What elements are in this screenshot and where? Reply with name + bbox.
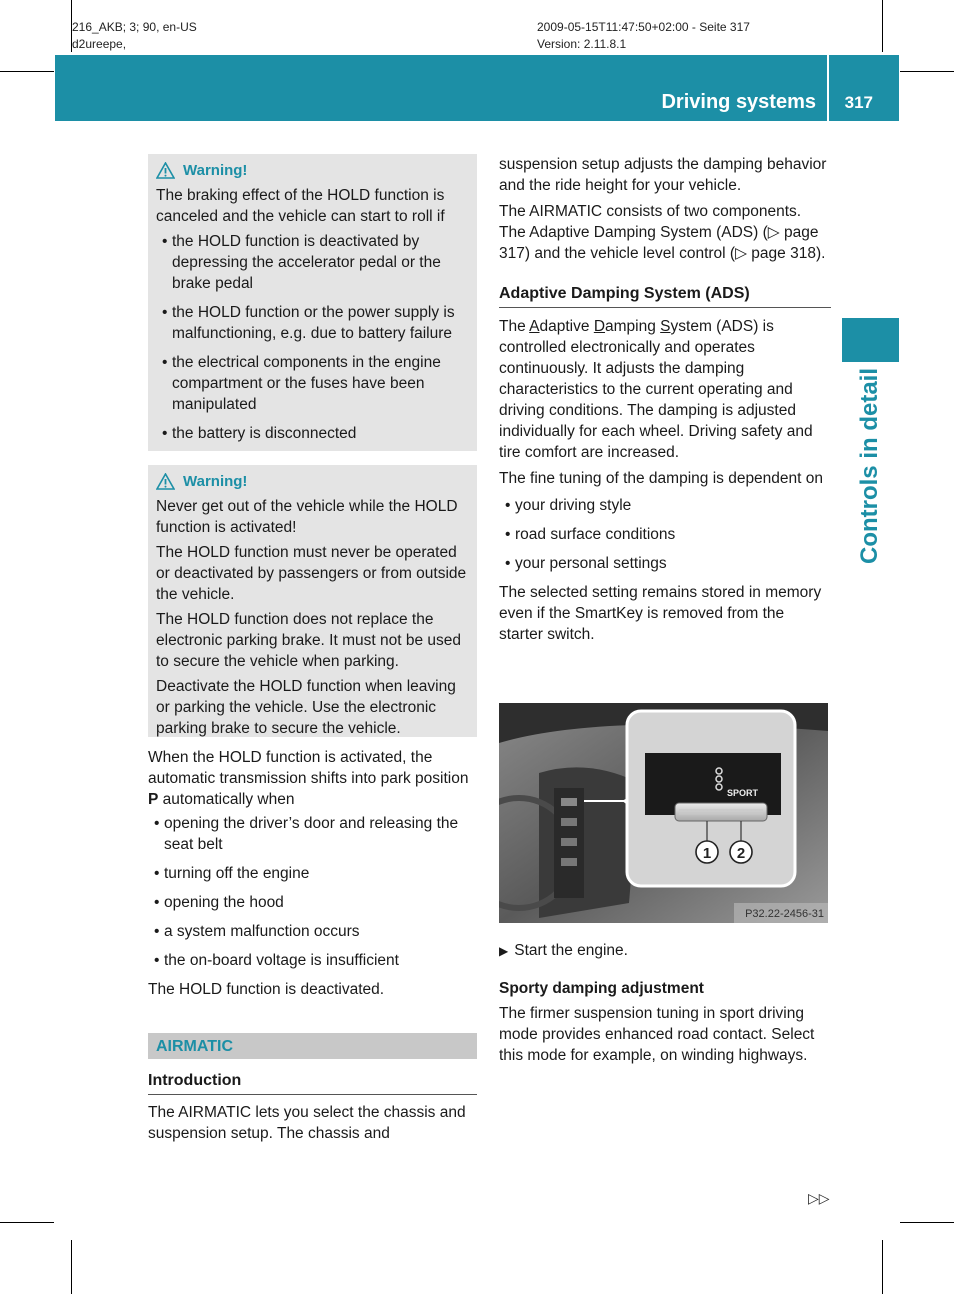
paragraph: The selected setting remains stored in memory even if the SmartKey is removed from the starter switch. [499,584,822,643]
crop-mark [0,71,54,72]
right-column-lower [499,940,831,1071]
list-item: • a system malfunction occurs [148,921,477,942]
meta-line: d2ureepe, [72,37,127,51]
warning-box-2 [148,465,477,737]
instruction-step [499,940,831,962]
section-heading-airmatic: AIRMATIC [148,1033,477,1059]
acronym-letter: A [529,318,540,335]
meta-line: 2009-05-15T11:47:50+02:00 - Seite 317 [537,20,750,34]
chapter-tab-label: Controls in detail [856,367,883,565]
park-intro [148,747,477,810]
park-position-letter: P [148,791,159,808]
warning-title: Warning! [183,161,248,179]
warning-text: The braking effect of the HOLD function is canceled and the vehicle can start to roll if [156,187,445,225]
acronym-letter: S [660,318,671,335]
text-run: The [499,318,530,335]
crop-mark [900,1222,954,1223]
list-item: • the battery is disconnected [156,423,469,444]
list-item: • turning off the engine [148,863,477,884]
damping-factor-list [499,495,831,574]
paragraph: The fine tuning of the damping is dependent on [499,470,824,487]
dashboard-photo [499,703,828,923]
figure-code: P32.22-2456-31 [745,908,824,920]
warning-triangle-icon [156,473,175,490]
crop-mark [882,0,883,52]
warning-bullet-list [156,231,469,444]
page-number: 317 [844,93,873,112]
park-condition-list [148,813,477,971]
callout-2: 2 [736,845,746,862]
chapter-tab [842,318,899,362]
list-item: • your personal settings [499,553,831,574]
text-run: amping [605,318,661,335]
subheading-ads: Adaptive Damping System (ADS) [499,283,831,308]
crop-mark [882,1240,883,1294]
print-meta-left [72,19,197,53]
list-item: • the HOLD function or the power supply is malfunctioning, e.g. due to battery failure [156,302,469,344]
continue-mark-icon: ▷▷ [808,1190,830,1206]
ads-description [499,316,831,463]
warning-heading [156,469,469,493]
intro-paragraph: The AIRMATIC lets you select the chassis and suspension setup. The chassis and [148,1104,466,1142]
step-arrow-icon: ▶ [499,944,509,958]
warning-text: Deactivate the HOLD function when leaving or parking the vehicle. Use the electronic parking brake to secure the vehicle. [156,678,456,737]
section-title: Driving systems [661,91,816,113]
warning-text: The HOLD function does not replace the electronic parking brake. It must not be used to secure the vehicle when parking. [156,611,461,670]
warning-triangle-icon [156,162,175,179]
warning-text: The HOLD function must never be operated or deactivated by passengers or from outside the vehicle. [156,544,467,603]
text-run: ystem (ADS) is controlled electronically and operates continuously. It adjusts the damping characteristics to the current operating and driving conditions. The damping is adjusted individually for each wheel. Driving safety and tire comfort are increased. [499,318,813,461]
list-item: • the HOLD function is deactivated by depressing the accelerator pedal or the brake pedal [156,231,469,294]
list-item: • opening the driver’s door and releasing the seat belt [148,813,477,855]
right-column [499,154,831,650]
acronym-letter: D [593,318,606,335]
subheading-introduction: Introduction [148,1070,477,1095]
banner-divider [827,55,829,121]
warning-heading [156,158,469,182]
text-run: automatically when [158,791,295,808]
text-run: When the HOLD function is activated, the automatic transmission shifts into park position [148,749,469,787]
meta-line: Version: 2.11.8.1 [537,37,627,51]
meta-line: 216_AKB; 3; 90, en-US [72,20,197,34]
hold-deactivated-text: The HOLD function is deactivated. [148,981,385,998]
sport-button-illustration [499,703,828,923]
text-run: daptive [539,318,594,335]
crop-mark [900,71,954,72]
paragraph: suspension setup adjusts the damping behavior and the ride height for your vehicle. [499,156,827,194]
print-meta-right [537,19,750,53]
paragraph: The firmer suspension tuning in sport driving mode provides enhanced road contact. Select this mode for example, on winding highways. [499,1005,815,1064]
subheading-sporty: Sporty damping adjustment [499,980,704,997]
list-item: • opening the hood [148,892,477,913]
left-column [148,154,477,1149]
sport-label: SPORT [727,788,759,798]
callout-1: 1 [702,845,712,862]
paragraph: The AIRMATIC consists of two components. The Adaptive Damping System (ADS) (▷ page 317) and the vehicle level control (▷ page 318). [499,203,826,262]
list-item: • your driving style [499,495,831,516]
crop-mark [71,1240,72,1294]
warning-title: Warning! [183,472,248,490]
crop-mark [0,1222,54,1223]
step-text: Start the engine. [514,942,628,959]
warning-box-1 [148,154,477,451]
list-item: • road surface conditions [499,524,831,545]
list-item: • the electrical components in the engine compartment or the fuses have been manipulated [156,352,469,415]
warning-text: Never get out of the vehicle while the HOLD function is activated! [156,498,458,536]
chapter-banner [55,55,899,121]
list-item: • the on-board voltage is insufficient [148,950,477,971]
